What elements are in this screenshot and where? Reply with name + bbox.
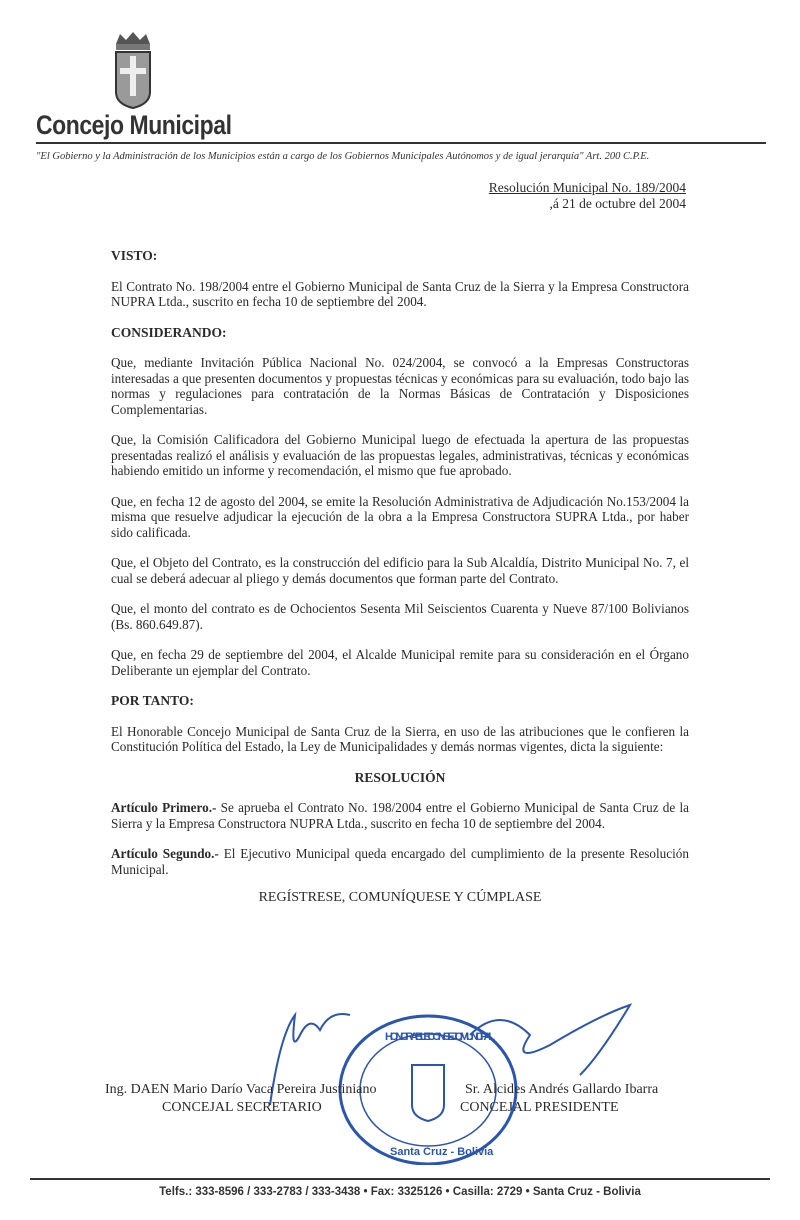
considerando-4: Que, el Objeto del Contrato, es la construcción del edificio para la Sub Alcaldía, Distrito Municipal No. 7, el cual se deberá adecuar al pliego y demás documentos que forman parte del Contrato. <box>111 555 689 586</box>
article-2-label: Artículo Segundo.- <box>111 846 219 861</box>
footer-divider <box>30 1178 770 1180</box>
considerando-5: Que, el monto del contrato es de Ochocientos Sesenta Mil Seiscientos Cuarenta y Nueve 87/100 Bolivianos (Bs. 860.649.87). <box>111 601 689 632</box>
document-body <box>111 248 689 921</box>
por-tanto-heading: POR TANTO: <box>111 693 194 708</box>
considerando-heading: CONSIDERANDO: <box>111 324 227 340</box>
por-tanto-text: El Honorable Concejo Municipal de Santa Cruz de la Sierra, en uso de las atribuciones que le confieren la Constitución Política del Estado, la Ley de Municipalidades y demás normas vigentes, dicta la siguiente: <box>111 723 689 754</box>
signatures-and-stamp <box>200 995 660 1165</box>
visto-heading: VISTO: <box>111 248 158 263</box>
considerando-6: Que, en fecha 29 de septiembre del 2004, el Alcalde Municipal remite para su consideración en el Órgano Deliberante un ejemplar del Contrato. <box>111 647 689 678</box>
considerando-3: Que, en fecha 12 de agosto del 2004, se emite la Resolución Administrativa de Adjudicación No.153/2004 la misma que resuelve adjudicar la ejecución de la obra a la Empresa Constructora SUPRA Ltda., por haber sido calificada. <box>111 493 689 540</box>
resolution-date: ,á 21 de octubre del 2004 <box>549 196 686 211</box>
article-2-text: El Ejecutivo Municipal queda encargado del cumplimiento de la presente Resolución Municipal. <box>111 846 689 877</box>
coat-of-arms-logo <box>108 30 158 110</box>
article-1-text: Se aprueba el Contrato No. 198/2004 entre el Gobierno Municipal de Santa Cruz de la Sierra y la Empresa Constructora NUPRA Ltda., suscrito en fecha 10 de septiembre del 2004. <box>111 800 689 831</box>
resolution-number: Resolución Municipal No. 189/2004 <box>488 180 686 195</box>
secretary-title: CONCEJAL SECRETARIO <box>162 1100 322 1115</box>
article-1-label: Artículo Primero.- <box>111 800 217 815</box>
article-1 <box>111 800 689 831</box>
president-title: CONCEJAL PRESIDENTE <box>460 1100 619 1115</box>
secretary-name: Ing. DAEN Mario Darío Vaca Pereira Justiniano <box>105 1082 377 1097</box>
considerando-2: Que, la Comisión Calificadora del Gobierno Municipal luego de efectuada la apertura de las propuestas presentadas realizó el análisis y evaluación de las propuestas legales, administrativas, técnicas y económicas habiendo emitido un informe y recomendación, el mismo que fue aprobado. <box>111 432 689 478</box>
considerando-1: Que, mediante Invitación Pública Nacional No. 024/2004, se convocó a la Empresas Constructoras interesadas a que presenten documentos y propuestas técnicas y económicas para su evaluación, todo bajo las normas y regulaciones para contratación de la Normas Básicas de Contratación y Disposiciones Complementarias. <box>111 355 689 417</box>
resolucion-heading: RESOLUCIÓN <box>354 769 446 785</box>
organization-name: Concejo Municipal <box>36 110 232 140</box>
footer-contact: Telfs.: 333-8596 / 333-2783 / 333-3438 • Fax: 3325126 • Casilla: 2729 • Santa Cruz - Bolivia <box>159 1186 641 1198</box>
article-2 <box>111 846 689 877</box>
closing-formula: REGÍSTRESE, COMUNÍQUESE Y CÚMPLASE <box>258 890 542 905</box>
visto-text: El Contrato No. 198/2004 entre el Gobierno Municipal de Santa Cruz de la Sierra y la Empresa Constructora NUPRA Ltda., suscrito en fecha 10 de septiembre del 2004. <box>111 278 689 309</box>
motto: "El Gobierno y la Administración de los Municipios están a cargo de los Gobiernos Municipales Autónomos y de igual jerarquía" Art. 200 C.P.E. <box>36 151 650 162</box>
stamp-text-top: HONORABLE CONCEJO MUNICIPAL <box>385 1031 495 1043</box>
stamp-text-bottom: Santa Cruz - Bolivia <box>390 1146 494 1158</box>
president-name: Sr. Alcides Andrés Gallardo Ibarra <box>465 1082 659 1097</box>
header-divider <box>36 142 766 144</box>
